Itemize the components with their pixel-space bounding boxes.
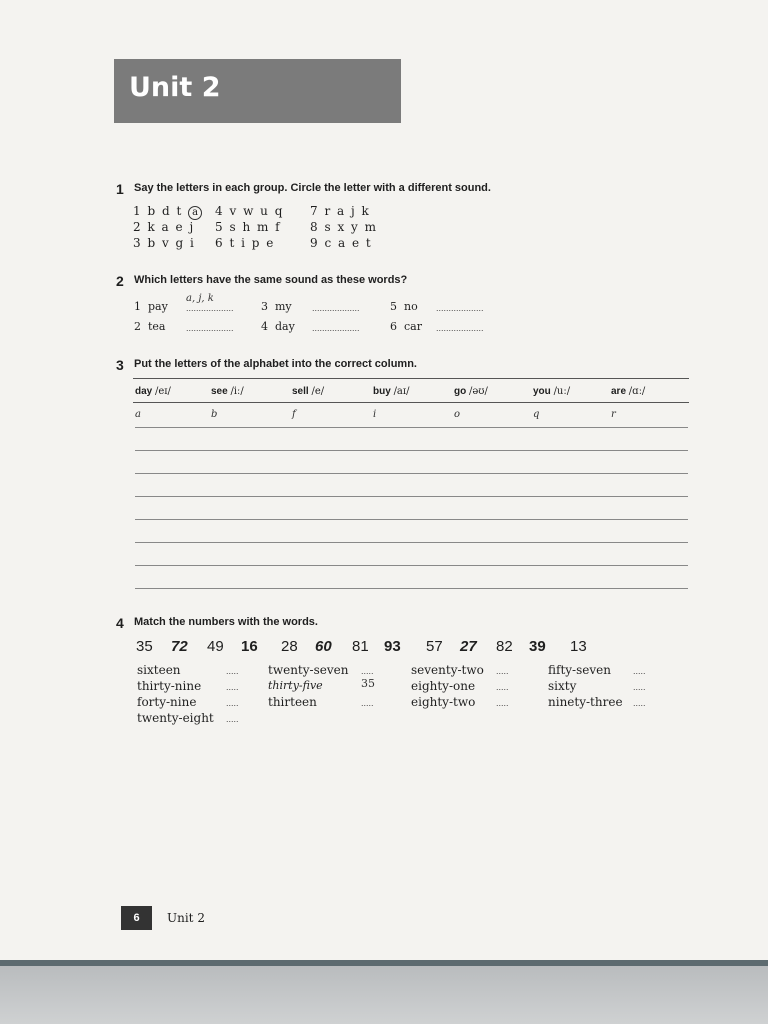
- writing-line[interactable]: [135, 565, 688, 566]
- word-item: seventy-two: [411, 663, 484, 677]
- number: 49: [207, 638, 224, 655]
- example-answer: 35: [361, 677, 375, 690]
- column-example-a: a: [135, 409, 141, 420]
- ex2-dots-3: ...................: [312, 303, 360, 313]
- column-header-sell: sell /e/: [292, 386, 325, 397]
- ex2-answer-1: a, j, k: [186, 293, 214, 304]
- word-item: fifty-seven: [548, 663, 611, 677]
- answer-dots[interactable]: .....: [633, 682, 646, 692]
- answer-dots[interactable]: .....: [226, 698, 239, 708]
- writing-line[interactable]: [135, 473, 688, 474]
- column-example-q: q: [533, 409, 540, 420]
- number: 28: [281, 638, 298, 655]
- ex2-item-2: 2 tea: [134, 320, 166, 333]
- number: 81: [352, 638, 369, 655]
- writing-line[interactable]: [135, 450, 688, 451]
- ex2-dots-6: ...................: [436, 323, 484, 333]
- table-header-rule: [133, 402, 689, 403]
- ex1-group-9: 9 c a e t: [310, 236, 373, 250]
- ex2-dots-5: ...................: [436, 303, 484, 313]
- word-item: forty-nine: [137, 695, 197, 709]
- ex4-number: 4: [116, 615, 124, 631]
- ex3-number: 3: [116, 357, 124, 373]
- scanner-background: [0, 966, 768, 1024]
- circled-letter: a: [188, 206, 202, 220]
- ex1-group-5: 5 s h m f: [215, 220, 282, 234]
- writing-line[interactable]: [135, 542, 688, 543]
- answer-dots[interactable]: .....: [633, 698, 646, 708]
- ex1-number: 1: [116, 181, 124, 197]
- ex2-dots-4: ...................: [312, 323, 360, 333]
- ex1-group-6: 6 t i p e: [215, 236, 275, 250]
- column-header-you: you /uː/: [533, 386, 571, 397]
- column-example-i: i: [373, 409, 377, 420]
- ex3-title: Put the letters of the alphabet into the correct column.: [134, 358, 417, 370]
- word-item: eighty-two: [411, 695, 476, 709]
- unit-title: Unit 2: [129, 72, 221, 103]
- ex2-number: 2: [116, 273, 124, 289]
- ex1-group-4: 4 v w u q: [215, 204, 284, 218]
- column-header-buy: buy /aɪ/: [373, 386, 410, 397]
- table-top-rule: [133, 378, 689, 379]
- answer-dots[interactable]: .....: [361, 666, 374, 676]
- ex2-item-1: 1 pay: [134, 300, 168, 313]
- column-example-o: o: [454, 409, 461, 420]
- word-item: sixteen: [137, 663, 181, 677]
- ex1-title: Say the letters in each group. Circle the letter with a different sound.: [134, 182, 491, 194]
- answer-dots[interactable]: .....: [226, 682, 239, 692]
- writing-line[interactable]: [135, 496, 688, 497]
- ex2-dots-1: ...................: [186, 303, 234, 313]
- number: 57: [426, 638, 443, 655]
- number: 35: [136, 638, 153, 655]
- ex2-title: Which letters have the same sound as these words?: [134, 274, 408, 286]
- ex2-item-5: 5 no: [390, 300, 418, 313]
- footer-unit-label: Unit 2: [167, 911, 205, 925]
- ex2-item-3: 3 my: [261, 300, 292, 313]
- writing-line[interactable]: [135, 588, 688, 589]
- ex1-group-2: 2 k a e j: [133, 220, 195, 234]
- number: 82: [496, 638, 513, 655]
- page-number: 6: [121, 906, 152, 930]
- word-item: thirteen: [268, 695, 317, 709]
- ex1-group-1: 1 b d t a: [133, 204, 202, 220]
- number: 39: [529, 638, 546, 655]
- answer-dots[interactable]: .....: [633, 666, 646, 676]
- column-header-are: are /ɑː/: [611, 386, 646, 397]
- number: 60: [315, 638, 332, 655]
- ex1-group-3: 3 b v g i: [133, 236, 196, 250]
- word-item: twenty-eight: [137, 711, 214, 725]
- writing-line[interactable]: [135, 427, 688, 428]
- column-header-day: day /eɪ/: [135, 386, 171, 397]
- word-item: sixty: [548, 679, 577, 693]
- column-example-f: f: [292, 409, 296, 420]
- ex4-title: Match the numbers with the words.: [134, 616, 318, 628]
- word-item: thirty-nine: [137, 679, 202, 693]
- ex2-dots-2: ...................: [186, 323, 234, 333]
- ex2-item-4: 4 day: [261, 320, 295, 333]
- answer-dots[interactable]: .....: [496, 666, 509, 676]
- number: 27: [460, 638, 477, 655]
- word-item: ninety-three: [548, 695, 623, 709]
- number: 72: [171, 638, 188, 655]
- answer-dots[interactable]: .....: [361, 698, 374, 708]
- ex2-item-6: 6 car: [390, 320, 422, 333]
- word-item: twenty-seven: [268, 663, 349, 677]
- column-header-see: see /iː/: [211, 386, 244, 397]
- answer-dots[interactable]: .....: [496, 682, 509, 692]
- number: 16: [241, 638, 258, 655]
- answer-dots[interactable]: .....: [226, 714, 239, 724]
- column-example-b: b: [211, 409, 218, 420]
- answer-dots[interactable]: .....: [496, 698, 509, 708]
- word-item: eighty-one: [411, 679, 476, 693]
- writing-line[interactable]: [135, 519, 688, 520]
- column-example-r: r: [611, 409, 616, 420]
- number: 13: [570, 638, 587, 655]
- word-item-example: thirty-five: [268, 679, 323, 692]
- column-header-go: go /əʊ/: [454, 386, 488, 397]
- answer-dots[interactable]: .....: [226, 666, 239, 676]
- number: 93: [384, 638, 401, 655]
- unit-banner: [114, 59, 401, 123]
- ex1-group-7: 7 r a j k: [310, 204, 371, 218]
- ex1-group-8: 8 s x y m: [310, 220, 378, 234]
